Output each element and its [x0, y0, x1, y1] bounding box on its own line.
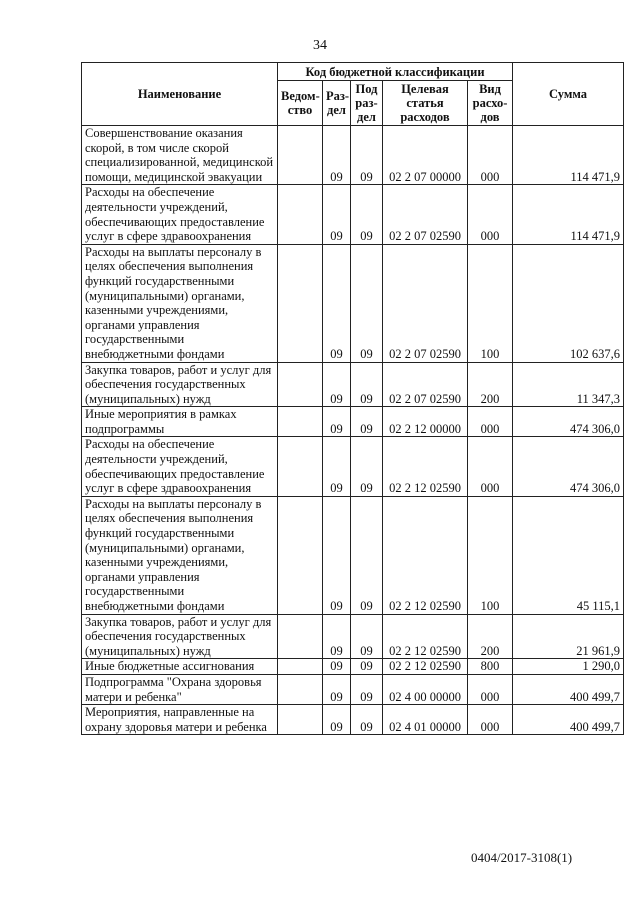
dept-cell [278, 437, 323, 496]
subsection-cell: 09 [351, 437, 383, 496]
expense-type-cell: 100 [468, 496, 513, 614]
row-name-cell: Закупка товаров, работ и услуг для обеспечения государственных (муниципальных) нужд [82, 614, 278, 659]
dept-cell [278, 126, 323, 185]
row-name-cell: Расходы на обеспечение деятельности учреждений, обеспечивающих предоставление услуг в сфере здравоохранения [82, 437, 278, 496]
row-name-cell: Расходы на выплаты персоналу в целях обеспечения выполнения функций государственными (муниципальными) органами, казенными учреждениями, органами управления государственными внебюджетными фондами [82, 496, 278, 614]
section-cell: 09 [323, 407, 351, 437]
section-cell: 09 [323, 674, 351, 704]
expense-type-cell: 200 [468, 362, 513, 407]
header-dept: Ведом-ство [278, 81, 323, 126]
table-row [82, 659, 624, 675]
header-subsection: Под раз-дел [351, 81, 383, 126]
section-cell: 09 [323, 614, 351, 659]
section-cell: 09 [323, 659, 351, 675]
table-row [82, 614, 624, 659]
row-name-cell: Мероприятия, направленные на охрану здоровья матери и ребенка [82, 705, 278, 735]
amount-cell: 102 637,6 [513, 244, 624, 362]
amount-cell: 474 306,0 [513, 407, 624, 437]
target-cell: 02 2 12 02590 [383, 614, 468, 659]
table-body [82, 126, 624, 735]
header-target: Целевая статья расходов [383, 81, 468, 126]
section-cell: 09 [323, 437, 351, 496]
expense-type-cell: 200 [468, 614, 513, 659]
expense-type-cell: 000 [468, 126, 513, 185]
amount-cell: 21 961,9 [513, 614, 624, 659]
section-cell: 09 [323, 185, 351, 244]
page-number: 34 [313, 38, 327, 53]
target-cell: 02 2 07 02590 [383, 362, 468, 407]
document-code: 0404/2017-3108(1) [471, 850, 573, 865]
target-cell: 02 2 12 02590 [383, 659, 468, 675]
row-name-cell: Иные бюджетные ассигнования [82, 659, 278, 675]
subsection-cell: 09 [351, 407, 383, 437]
row-name-cell: Расходы на обеспечение деятельности учреждений, обеспечивающих предоставление услуг в сфере здравоохранения [82, 185, 278, 244]
amount-cell: 400 499,7 [513, 674, 624, 704]
amount-cell: 114 471,9 [513, 126, 624, 185]
target-cell: 02 4 00 00000 [383, 674, 468, 704]
table-row [82, 362, 624, 407]
table-row [82, 126, 624, 185]
header-name: Наименование [82, 63, 278, 126]
dept-cell [278, 705, 323, 735]
target-cell: 02 2 12 00000 [383, 407, 468, 437]
expense-type-cell: 000 [468, 437, 513, 496]
subsection-cell: 09 [351, 244, 383, 362]
row-name-cell: Расходы на выплаты персоналу в целях обеспечения выполнения функций государственными (муниципальными) органами, казенными учреждениями, органами управления государственными внебюджетными фондами [82, 244, 278, 362]
target-cell: 02 2 07 02590 [383, 185, 468, 244]
expense-type-cell: 000 [468, 185, 513, 244]
dept-cell [278, 496, 323, 614]
section-cell: 09 [323, 244, 351, 362]
table-row [82, 437, 624, 496]
subsection-cell: 09 [351, 705, 383, 735]
dept-cell [278, 674, 323, 704]
subsection-cell: 09 [351, 674, 383, 704]
subsection-cell: 09 [351, 659, 383, 675]
dept-cell [278, 407, 323, 437]
target-cell: 02 2 07 02590 [383, 244, 468, 362]
table-row [82, 185, 624, 244]
target-cell: 02 4 01 00000 [383, 705, 468, 735]
expense-type-cell: 000 [468, 674, 513, 704]
table-row [82, 674, 624, 704]
dept-cell [278, 614, 323, 659]
amount-cell: 114 471,9 [513, 185, 624, 244]
budget-table [81, 62, 624, 735]
subsection-cell: 09 [351, 126, 383, 185]
header-classification-code: Код бюджетной классификации [278, 63, 513, 81]
header-section: Раз-дел [323, 81, 351, 126]
section-cell: 09 [323, 496, 351, 614]
subsection-cell: 09 [351, 496, 383, 614]
target-cell: 02 2 12 02590 [383, 437, 468, 496]
amount-cell: 1 290,0 [513, 659, 624, 675]
table-row [82, 496, 624, 614]
amount-cell: 11 347,3 [513, 362, 624, 407]
header-expense-type: Вид расхо-дов [468, 81, 513, 126]
section-cell: 09 [323, 705, 351, 735]
expense-type-cell: 000 [468, 407, 513, 437]
amount-cell: 474 306,0 [513, 437, 624, 496]
amount-cell: 400 499,7 [513, 705, 624, 735]
expense-type-cell: 000 [468, 705, 513, 735]
table-row [82, 244, 624, 362]
subsection-cell: 09 [351, 362, 383, 407]
expense-type-cell: 800 [468, 659, 513, 675]
subsection-cell: 09 [351, 185, 383, 244]
row-name-cell: Иные мероприятия в рамках подпрограммы [82, 407, 278, 437]
row-name-cell: Подпрограмма "Охрана здоровья матери и ребенка" [82, 674, 278, 704]
amount-cell: 45 115,1 [513, 496, 624, 614]
dept-cell [278, 362, 323, 407]
header-amount: Сумма [513, 63, 624, 126]
target-cell: 02 2 07 00000 [383, 126, 468, 185]
subsection-cell: 09 [351, 614, 383, 659]
dept-cell [278, 185, 323, 244]
dept-cell [278, 659, 323, 675]
row-name-cell: Закупка товаров, работ и услуг для обеспечения государственных (муниципальных) нужд [82, 362, 278, 407]
table-row [82, 705, 624, 735]
section-cell: 09 [323, 126, 351, 185]
dept-cell [278, 244, 323, 362]
expense-type-cell: 100 [468, 244, 513, 362]
section-cell: 09 [323, 362, 351, 407]
row-name-cell: Совершенствование оказания скорой, в том числе скорой специализированной, медицинской помощи, медицинской эвакуации [82, 126, 278, 185]
target-cell: 02 2 12 02590 [383, 496, 468, 614]
table-row [82, 407, 624, 437]
